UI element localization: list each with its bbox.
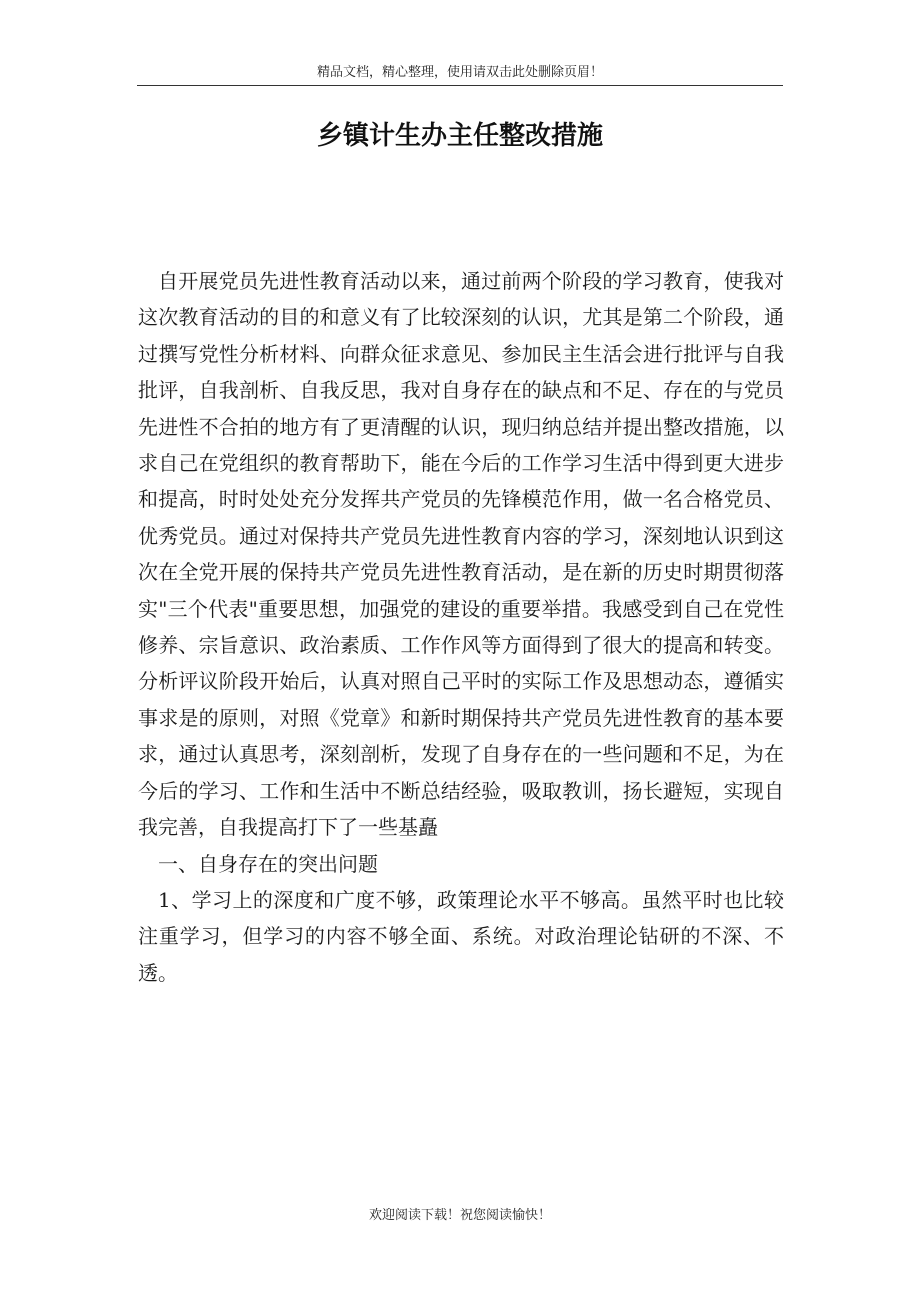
- page-header-note: 精品文档，精心整理，使用请双击此处删除页眉！: [316, 65, 603, 80]
- page-footer-note: 欢迎阅读下载！祝您阅读愉快！: [368, 1208, 551, 1223]
- body-paragraph-intro: 自开展党员先进性教育活动以来，通过前两个阶段的学习教育，使我对这次教育活动的目的和意义有了比较深刻的认识，尤其是第二个阶段，通过撰写党性分析材料、向群众征求意见、参加民主生活会进行批评与自我批评，自我剖析、自我反思，我对自身存在的缺点和不足、存在的与党员先进性不合拍的地方有了更清醒的认识，现归纳总结并提出整改措施，以求自己在党组织的教育帮助下，能在今后的工作学习生活中得到更大进步和提高，时时处处充分发挥共产党员的先锋模范作用，做一名合格党员、优秀党员。通过对保持共产党员先进性教育内容的学习，深刻地认识到这次在全党开展的保持共产党员先进性教育活动，是在新的历史时期贯彻落实"三个代表"重要思想，加强党的建设的重要举措。我感受到自己在党性修养、宗旨意识、政治素质、工作作风等方面得到了很大的提高和转变。分析评议阶段开始后，认真对照自己平时的实际工作及思想动态，遵循实事求是的原则，对照《党章》和新时期保持共产党员先进性教育的基本要求，通过认真思考，深刻剖析，发现了自身存在的一些问题和不足，为在今后的学习、工作和生活中不断总结经验，吸取教训，扬长避短，实现自我完善，自我提高打下了一些基矗: [138, 269, 784, 840]
- document-title: 乡镇计生办主任整改措施: [316, 121, 603, 151]
- section-heading-problems: 一、自身存在的突出问题: [158, 851, 378, 876]
- document-body: [138, 263, 784, 991]
- header-divider: [137, 85, 783, 86]
- body-paragraph-point-1: 1、学习上的深度和广度不够，政策理论水平不够高。虽然平时也比较注重学习，但学习的内容不够全面、系统。对政治理论钻研的不深、不透。: [138, 887, 784, 985]
